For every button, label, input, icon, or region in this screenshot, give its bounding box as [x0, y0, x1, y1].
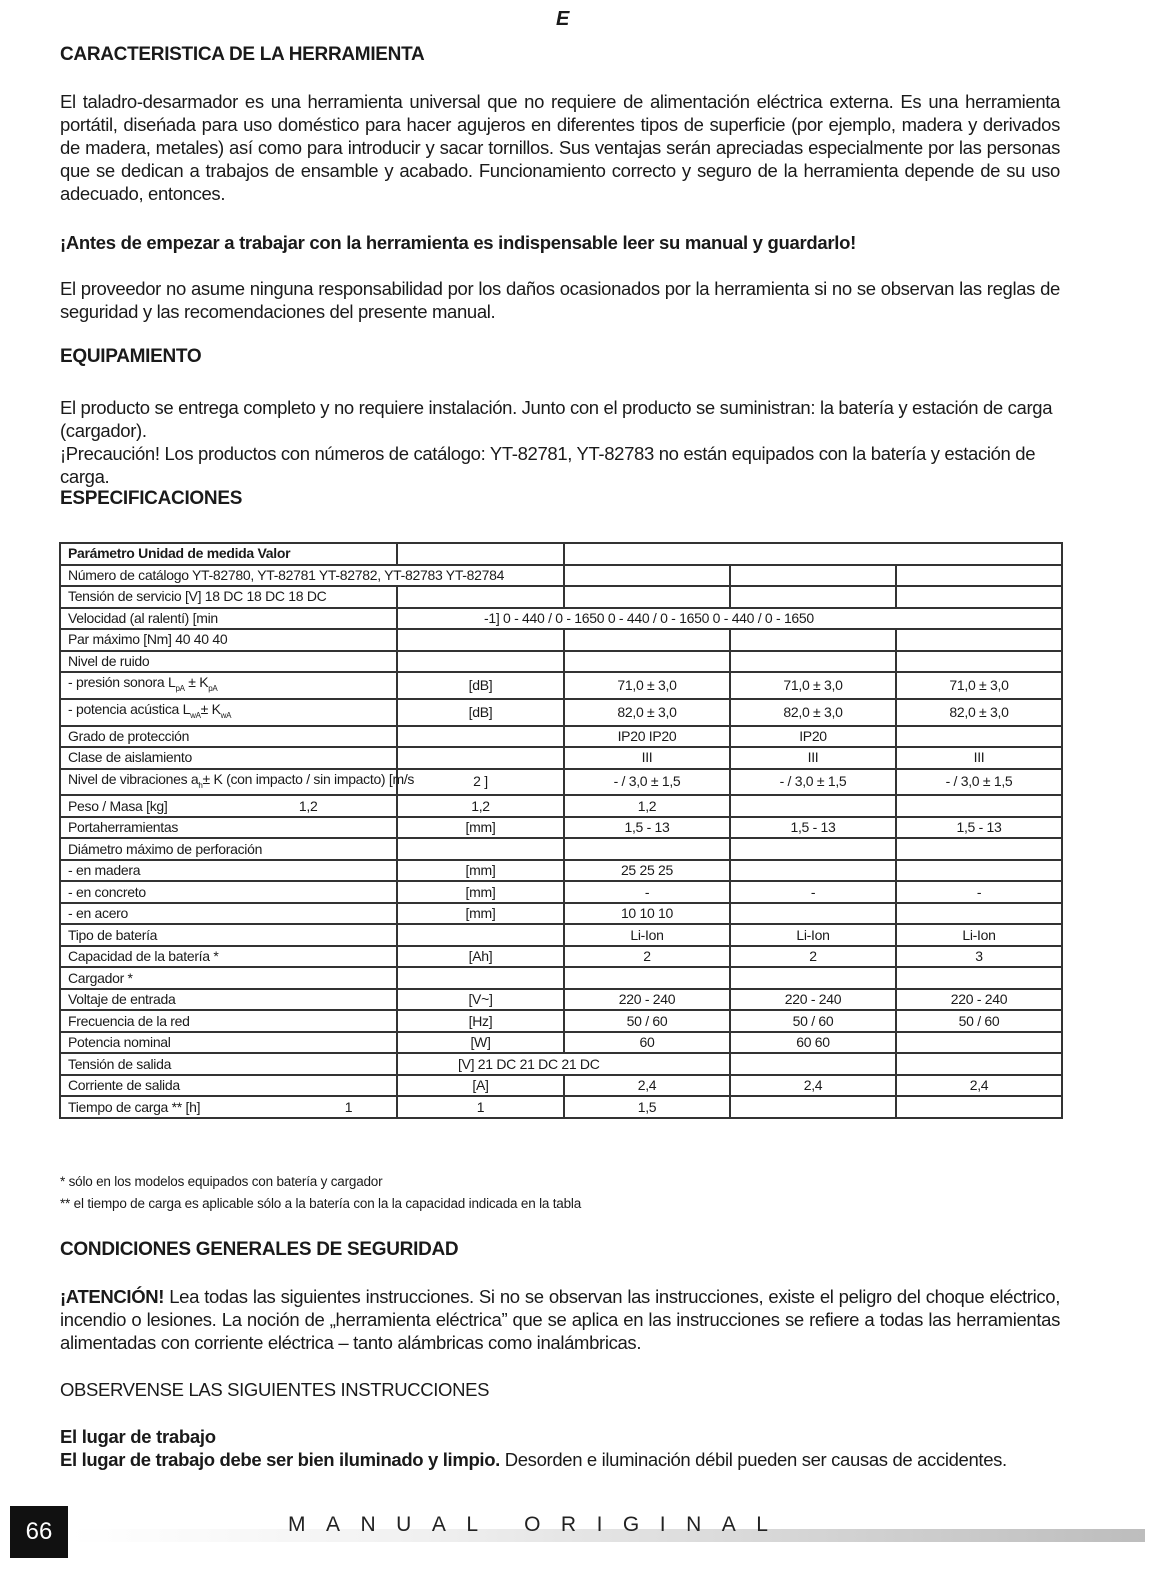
pressure-value: 71,0 ± 3,0	[896, 672, 1062, 699]
battery-type-value: Li-Ion	[896, 924, 1062, 946]
chuck-label: Portaherramientas	[60, 817, 397, 839]
capacity-value: 2	[564, 946, 730, 968]
voltage-row: Tensión de servicio [V] 18 DC 18 DC 18 DC	[60, 586, 397, 608]
table-row	[60, 651, 1062, 673]
output-current-unit: [A]	[397, 1075, 564, 1097]
table-row	[60, 586, 1062, 608]
table-row: - potencia acústica $L_{wA}\pm K_{wA}$ [dB] 82,0 ± 3,0 82,0 ± 3,0 82,0 ± 3,0	[60, 699, 1062, 726]
protection-value: IP20	[730, 726, 896, 748]
table-row	[60, 629, 1062, 651]
drill-label: Diámetro máximo de perforación	[60, 838, 397, 860]
table-row: Nivel de vibraciones $a_h\pm K$ (con impacto / sin impacto) [m/s 2 ] - / 3,0 ± 1,5 - / 3,0 ± 1,5 - / 3,0 ± 1,5	[60, 769, 1062, 796]
table-row	[60, 860, 1062, 882]
charge-time-value: 1	[397, 1096, 564, 1118]
table-row	[60, 795, 1062, 817]
table-row	[60, 946, 1062, 968]
pressure-value: 71,0 ± 3,0	[730, 672, 896, 699]
chuck-value: 1,5 - 13	[564, 817, 730, 839]
table-row	[60, 726, 1062, 748]
power-unit: [dB]	[397, 699, 564, 726]
steel-unit: [mm]	[397, 903, 564, 925]
equipment-paragraph: El producto se entrega completo y no requiere instalación. Junto con el producto se suministran: la batería y estación de carga (cargador).	[60, 397, 1053, 441]
read-manual-warning: ¡Antes de empezar a trabajar con la herramienta es indispensable leer su manual y guardarlo!	[60, 232, 856, 253]
insulation-value: III	[730, 747, 896, 769]
attention-label: ¡ATENCIÓN!	[60, 1286, 165, 1307]
input-voltage-value: 220 - 240	[730, 989, 896, 1011]
capacity-unit: [Ah]	[397, 946, 564, 968]
concrete-label: - en concreto	[60, 881, 397, 903]
weight-label: Peso / Masa [kg]	[68, 797, 168, 814]
input-voltage-unit: [V~]	[397, 989, 564, 1011]
weight-value: 1,2	[397, 795, 564, 817]
vibration-value: - / 3,0 ± 1,5	[896, 769, 1062, 796]
table-row	[60, 817, 1062, 839]
capacity-label: Capacidad de la batería *	[60, 946, 397, 968]
output-voltage-label: Tensión de salida	[60, 1053, 397, 1075]
power-value: 82,0 ± 3,0	[730, 699, 896, 726]
speed-label: Velocidad (al ralentí) [min	[60, 608, 397, 630]
torque-row: Par máximo [Nm] 40 40 40	[60, 629, 397, 651]
pressure-value: 71,0 ± 3,0	[564, 672, 730, 699]
protection-value: IP20 IP20	[564, 726, 730, 748]
vibration-value: - / 3,0 ± 1,5	[730, 769, 896, 796]
input-voltage-value: 220 - 240	[896, 989, 1062, 1011]
section-title-safety: CONDICIONES GENERALES DE SEGURIDAD	[60, 1239, 459, 1260]
footnote-battery: * sólo en los modelos equipados con batería y cargador	[60, 1174, 383, 1189]
workplace-bold: El lugar de trabajo debe ser bien iluminado y limpio.	[60, 1449, 500, 1470]
power-value: 82,0 ± 3,0	[564, 699, 730, 726]
battery-type-value: Li-Ion	[730, 924, 896, 946]
section-title-specifications: ESPECIFICACIONES	[60, 488, 243, 509]
table-row: - presión sonora $L_{pA} \pm K_{pA}$ [dB] 71,0 ± 3,0 71,0 ± 3,0 71,0 ± 3,0	[60, 672, 1062, 699]
observe-instructions: OBSERVENSE LAS SIGUIENTES INSTRUCCIONES	[60, 1379, 490, 1400]
table-header: Parámetro Unidad de medida Valor	[60, 543, 397, 565]
section-title-equipment: EQUIPAMIENTO	[60, 346, 202, 367]
frequency-unit: [Hz]	[397, 1010, 564, 1032]
catalog-row: Número de catálogo YT-82780, YT-82781 YT-82782, YT-82783 YT-82784	[60, 565, 564, 587]
table-row	[60, 903, 1062, 925]
frequency-value: 50 / 60	[730, 1010, 896, 1032]
nominal-power-label: Potencia nominal	[60, 1032, 397, 1054]
workplace-paragraph	[60, 1448, 1060, 1471]
table-row	[60, 1096, 1062, 1118]
table-row	[60, 1032, 1062, 1054]
wood-unit: [mm]	[397, 860, 564, 882]
vibration-value: - / 3,0 ± 1,5	[564, 769, 730, 796]
table-row	[60, 838, 1062, 860]
insulation-value: III	[564, 747, 730, 769]
page-number: 66	[10, 1506, 68, 1558]
table-row	[60, 1053, 1062, 1075]
insulation-label: Clase de aislamiento	[60, 747, 397, 769]
insulation-value: III	[896, 747, 1062, 769]
steel-label: - en acero	[60, 903, 397, 925]
power-label: - potencia acústica L	[68, 700, 191, 717]
steel-value: 10 10 10	[564, 903, 730, 925]
chuck-unit: [mm]	[397, 817, 564, 839]
equipment-caution: ¡Precaución! Los productos con números de catálogo: YT-82781, YT-82783 no están equipados con la batería y estación de carga.	[60, 443, 1036, 487]
power-value: 82,0 ± 3,0	[896, 699, 1062, 726]
table-row	[60, 967, 1062, 989]
capacity-value: 3	[896, 946, 1062, 968]
weight-value: 1,2	[564, 795, 730, 817]
frequency-label: Frecuencia de la red	[60, 1010, 397, 1032]
table-row	[60, 747, 1062, 769]
chuck-value: 1,5 - 13	[730, 817, 896, 839]
output-current-value: 2,4	[896, 1075, 1062, 1097]
concrete-value: -	[896, 881, 1062, 903]
vibration-label: Nivel de vibraciones a	[68, 770, 199, 787]
chuck-value: 1,5 - 13	[896, 817, 1062, 839]
vibration-label-rest: ± K (con impacto / sin impacto) [m/s	[202, 770, 415, 787]
capacity-value: 2	[730, 946, 896, 968]
table-row	[60, 565, 1062, 587]
table-row	[60, 608, 1062, 630]
nominal-power-value: 60	[564, 1032, 730, 1054]
table-row	[60, 543, 1062, 565]
table-row	[60, 1010, 1062, 1032]
concrete-value: -	[730, 881, 896, 903]
charge-time-label: Tiempo de carga ** [h]	[68, 1098, 201, 1115]
pressure-label: - presión sonora L	[68, 674, 176, 690]
wood-label: - en madera	[60, 860, 397, 882]
workplace-title: El lugar de trabajo	[60, 1426, 216, 1447]
input-voltage-value: 220 - 240	[564, 989, 730, 1011]
table-row	[60, 989, 1062, 1011]
charge-time-value: 1	[344, 1098, 353, 1115]
safety-paragraph	[60, 1285, 1060, 1354]
safety-text: Lea todas las siguientes instrucciones. Si no se observan las instrucciones, existe el peligro del choque eléctrico, incendio o lesiones. La noción de „herramienta eléctrica” que se aplica en las instrucciones se refiere a todas las herramientas alimentadas con corriente eléctrica – tanto alámbricas como inalámbricas.	[60, 1286, 1060, 1353]
workplace-text: Desorden e iluminación débil pueden ser causas de accidentes.	[499, 1449, 1007, 1470]
speed-values: -1] 0 - 440 / 0 - 1650 0 - 440 / 0 - 1650 0 - 440 / 0 - 1650	[397, 608, 1062, 630]
input-voltage-label: Voltaje de entrada	[60, 989, 397, 1011]
pressure-unit: [dB]	[397, 672, 564, 699]
table-row	[60, 924, 1062, 946]
liability-paragraph: El proveedor no asume ninguna responsabilidad por los daños ocasionados por la herramienta si no se observan las reglas de seguridad y las recomendaciones del presente manual.	[60, 278, 1060, 322]
wood-value: 25 25 25	[564, 860, 730, 882]
nominal-power-unit: [W]	[397, 1032, 564, 1054]
battery-type-value: Li-Ion	[564, 924, 730, 946]
noise-label: Nivel de ruido	[60, 651, 397, 673]
output-current-value: 2,4	[564, 1075, 730, 1097]
vibration-unit: 2 ]	[397, 769, 564, 796]
frequency-value: 50 / 60	[564, 1010, 730, 1032]
specifications-table	[59, 542, 1063, 1119]
concrete-value: -	[564, 881, 730, 903]
footer-manual-original: MANUAL ORIGINAL	[288, 1513, 789, 1536]
section-title-characteristics: CARACTERISTICA DE LA HERRAMIENTA	[60, 44, 425, 65]
output-current-value: 2,4	[730, 1075, 896, 1097]
battery-type-label: Tipo de batería	[60, 924, 397, 946]
table-row	[60, 881, 1062, 903]
protection-label: Grado de protección	[60, 726, 397, 748]
output-current-label: Corriente de salida	[60, 1075, 397, 1097]
nominal-power-value: 60 60	[730, 1032, 896, 1054]
weight-value: 1,2	[298, 797, 318, 814]
output-voltage-values: [V] 21 DC 21 DC 21 DC	[397, 1053, 730, 1075]
language-marker: E	[556, 8, 570, 30]
characteristics-paragraph: El taladro-desarmador es una herramienta universal que no requiere de alimentación eléctrica externa. Es una herramienta portátil, diseńada para uso doméstico para hacer agujeros en diferentes tipos de superficie (por ejemplo, madera y derivados de madera, metales) así como para introducir y sacar tornillos. Sus ventajas serán apreciadas especialmente por las personas que se dedican a trabajos de ensamble y acabado. Funcionamiento correcto y seguro de la herramienta depende de su uso adecuado, entonces.	[60, 91, 1060, 204]
charge-time-value: 1,5	[564, 1096, 730, 1118]
frequency-value: 50 / 60	[896, 1010, 1062, 1032]
charger-label: Cargador *	[60, 967, 397, 989]
concrete-unit: [mm]	[397, 881, 564, 903]
footnote-charge-time: ** el tiempo de carga es aplicable sólo a la batería con la la capacidad indicada en la tabla	[60, 1196, 582, 1211]
table-row	[60, 1075, 1062, 1097]
